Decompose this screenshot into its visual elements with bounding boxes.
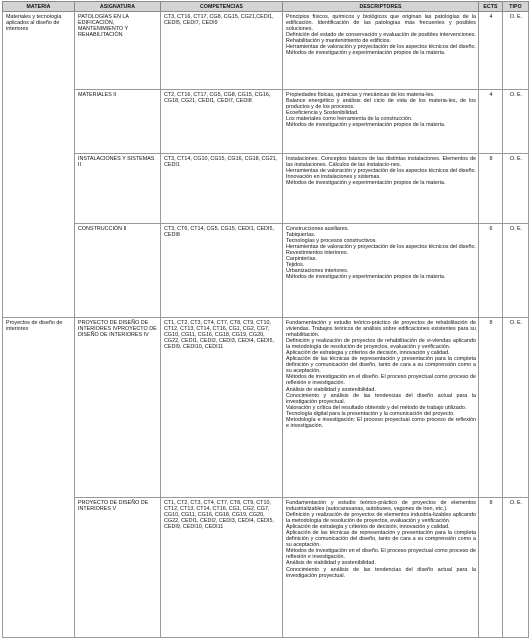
descriptor-line: Aplicación de las técnicas de representación y presentación para la completa definición y comunicación del diseño, tanto de cara a su comprensión como a su aceptación. <box>286 356 476 375</box>
descriptor-line: Tecnologías y procesos constructivos. <box>286 238 377 245</box>
descriptor-line: Ecoeficiencia y Sostenibilidad. <box>286 110 359 117</box>
descriptor-line: Aplicación de las técnicas de representación y presentación para la completa definición y comunicación del diseño, tanto de cara a su comprensión como a su aceptación. <box>286 530 476 549</box>
descriptor-line: Innovación en instalaciones y sistemas. <box>286 174 381 181</box>
descriptor-line: Métodos de investigación y experimentación propios de la materia. <box>286 274 446 281</box>
tipo-cell: O. E. <box>503 12 529 90</box>
descriptor-line: Principios físicos, químicos y biológicos que originan las patologías de la edificación. Identificación de las patologías más frecuentes y posibles soluciones. <box>286 14 476 33</box>
descriptor-line: Herramientas de valoración y proyectación de los aspectos técnicos del diseño. <box>286 168 476 175</box>
competencias-cell: CT3, CT6, CT14, CG5, CG15, CEDI1, CEDI5, CEDI8 <box>161 224 283 318</box>
descriptor-line: Balance energético y análisis del ciclo de vida de los materia-les, de los productos y de los procesos. <box>286 98 476 111</box>
table-row <box>3 224 529 318</box>
asignatura-cell: PATOLOGÍAS EN LA EDIFICACIÓN, MANTENIMIENTO Y REHABILITACIÓN <box>75 12 161 90</box>
table-row <box>3 154 529 224</box>
descriptor-line: Instalaciones. Conceptos básicos de las distintas instalaciones. Elementos de las instalaciones. Cálculos de las instalacio-nes. <box>286 156 476 169</box>
descriptor-line: Análisis de viabilidad y sostenibilidad. <box>286 386 376 393</box>
table-row <box>3 12 529 90</box>
competencias-cell: CT1, CT2, CT3, CT4, CT7, CT8, CT9, CT10, CT12, CT13, CT14, CT16, CG1, CG2, CG7, CG10, CG11, CG16, CG18, CG19, CG20, CG22, CEDI1, CEDI2, CEDI3, CEDI4, CEDI5, CEDI9, CEDI10, CEDI11 <box>161 318 283 498</box>
competencias-cell: CT1, CT2, CT3, CT4, CT7, CT8, CT9, CT10, CT12, CT13, CT14, CT16, CG1, CG2, CG7, CG10, CG11, CG16, CG18, CG19, CG20, CG22, CEDI1, CEDI2, CEDI3, CEDI4, CEDI5, CEDI9, CEDI10, CEDI11 <box>161 498 283 638</box>
descriptor-line: Propiedades físicas, químicas y mecánicas de los materia-les. <box>286 92 435 98</box>
descriptor-line: Tejidos. <box>286 262 305 269</box>
ects-cell: 4 <box>479 90 503 154</box>
descriptor-line: Fundamentación y estudio teórico-práctico de proyectos de rehabilitación de viviendas. Trabajos teóricos de análisis sobre edificaciones existentes para su rehabilitación. <box>286 320 476 339</box>
header-competencias: COMPETENCIAS <box>161 2 283 12</box>
descriptor-line: Tecnología digital para la presentación y la comunicación del proyecto. <box>286 410 455 417</box>
descriptor-line: Conocimiento y análisis de las tendencias del diseño actual para la investigación proyectual. <box>286 392 476 405</box>
descriptor-line: Urbanizaciones interiores. <box>286 268 349 275</box>
descriptores-cell <box>283 154 479 224</box>
header-materia: MATERIA <box>3 2 75 12</box>
ects-cell: 8 <box>479 154 503 224</box>
descriptor-line: Conocimiento y análisis de las tendencias del diseño actual para la investigación proyectual. <box>286 566 476 579</box>
descriptor-line: Análisis de viabilidad y sostenibilidad. <box>286 560 376 567</box>
ects-cell: 6 <box>479 224 503 318</box>
descriptores-cell <box>283 318 479 498</box>
asignatura-cell: PROYECTO DE DISEÑO DE INTERIORES IVPROYECTO DE DISEÑO DE INTERIORES IV <box>75 318 161 498</box>
asignatura-cell: PROYECTO DE DISEÑO DE INTERIORES V <box>75 498 161 638</box>
descriptor-line: Herramientas de valoración y proyectación de los aspectos técnicos del diseño. <box>286 244 476 251</box>
tipo-cell: O. E. <box>503 90 529 154</box>
table-header-row <box>3 2 529 12</box>
descriptor-line: Carpinterías. <box>286 256 317 263</box>
materia-cell: Proyectos de diseño de interiores <box>3 318 75 638</box>
descriptores-cell <box>283 498 479 638</box>
competencias-cell: CT3, CT14, CG10, CG15, CG16, CG18, CG21, CEDI1 <box>161 154 283 224</box>
descriptor-line: Tabiquerías. <box>286 232 316 239</box>
descriptor-line: Construcciones auxiliares. <box>286 226 349 232</box>
asignatura-cell: CONSTRUCCIÓN II <box>75 224 161 318</box>
descriptor-line: Métodos de investigación y experimentación propios de la materia. <box>286 180 446 187</box>
header-descriptores: DESCRIPTORES <box>283 2 479 12</box>
table-row <box>3 90 529 154</box>
descriptor-line: Métodos de investigación en el diseño. El proceso proyectual como proceso de reflexión e investigación. <box>286 374 476 387</box>
descriptores-cell <box>283 224 479 318</box>
ects-cell: 8 <box>479 318 503 498</box>
descriptores-cell <box>283 12 479 90</box>
ects-cell: 8 <box>479 498 503 638</box>
tipo-cell: O. E. <box>503 318 529 498</box>
descriptor-line: Los materiales como herramienta de la construcción. <box>286 116 413 123</box>
curriculum-table-wrapper <box>2 1 528 638</box>
tipo-cell: O. E. <box>503 154 529 224</box>
materia-cell: Materiales y tecnología aplicados al diseño de interiores <box>3 12 75 318</box>
descriptor-line: Definición y realización de proyectos de rehabilitación de vi-viendas aplicando la metodología de resolución de proyectos, evaluación y verificación. <box>286 338 476 351</box>
descriptor-line: Definición del estado de conservación y evaluación de posibles intervenciones. Rehabilitación y mantenimiento de edificios. <box>286 32 476 45</box>
header-asignatura: ASIGNATURA <box>75 2 161 12</box>
competencias-cell: CT2, CT16, CT17, CG5, CG8, CG15, CG16, CG18, CG21, CEDI1, CEDI7, CEDI8 <box>161 90 283 154</box>
table-row <box>3 318 529 498</box>
descriptor-line: Fundamentación y estudio teórico-práctico de proyectos de elementos industrializables (autocaravanas, autobuses, vagones de tren, etc.). <box>286 500 476 513</box>
table-row <box>3 498 529 638</box>
descriptor-line: Herramientas de valoración y proyectación de los aspectos técnicos del diseño. <box>286 44 476 51</box>
descriptor-line: Métodos de investigación y experimentación propios de la materia. <box>286 50 446 57</box>
tipo-cell: O. E. <box>503 224 529 318</box>
descriptor-line: Métodos de investigación y experimentación propios de la materia. <box>286 122 446 129</box>
header-ects: ECTS <box>479 2 503 12</box>
header-tipo: TIPO <box>503 2 529 12</box>
descriptor-line: Valoración y crítica del resultado obtenido y del método de trabajo utilizado. <box>286 404 467 411</box>
curriculum-table <box>2 1 529 638</box>
tipo-cell: O. E. <box>503 498 529 638</box>
asignatura-cell: INSTALACIONES Y SISTEMAS II <box>75 154 161 224</box>
descriptor-line: Métodos de investigación en el diseño. El proceso proyectual como proceso de reflexión e investigación. <box>286 548 476 561</box>
asignatura-cell: MATERIALES II <box>75 90 161 154</box>
descriptor-line: Aplicación de estrategia y criterios de decisión, innovación y calidad. <box>286 524 450 531</box>
ects-cell: 4 <box>479 12 503 90</box>
descriptor-line: Definición y realización de proyectos de elementos industria-lizables aplicando la metodología de resolución de proyectos, evaluación y verificación. <box>286 512 476 525</box>
descriptor-line: Aplicación de estrategia y criterios de decisión, innovación y calidad. <box>286 350 450 357</box>
descriptor-line: Revestimientos interiores. <box>286 250 349 257</box>
competencias-cell: CT3, CT16, CT17, CG8, CG15, CG21,CEDI1, CEDI5, CEDI7, CEDI9 <box>161 12 283 90</box>
descriptor-line: Metodología e investigación: El proceso proyectual como proceso de reflexión e investigación. <box>286 416 476 429</box>
descriptores-cell <box>283 90 479 154</box>
